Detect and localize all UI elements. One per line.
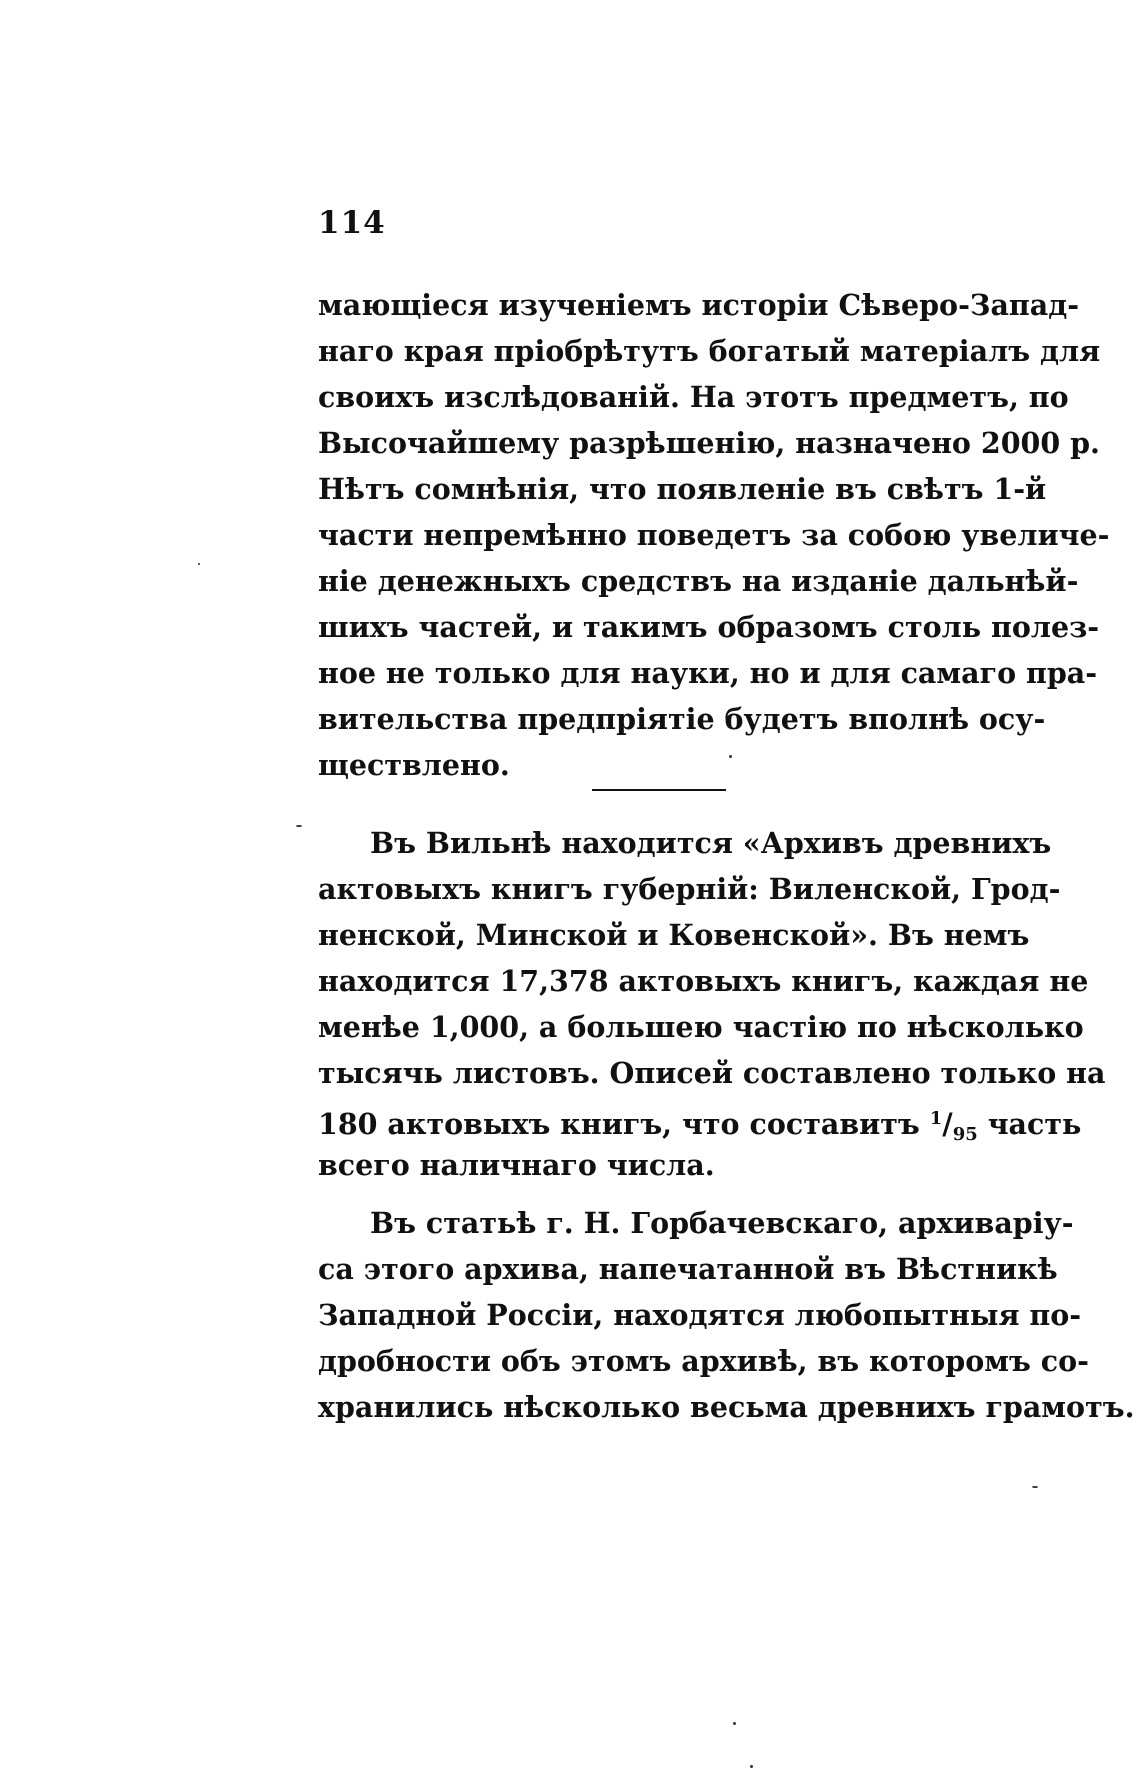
- section-separator-rule: [592, 789, 726, 791]
- fraction-line-end: часть: [987, 1107, 1082, 1141]
- fraction-line-start: 180 актовыхъ книгъ, что составитъ: [318, 1107, 920, 1141]
- paragraph-continuation: [318, 282, 1110, 788]
- scan-speck: [733, 1722, 736, 1725]
- fraction-one-ninety-fifth: [929, 1107, 978, 1145]
- scan-speck: [750, 1765, 753, 1768]
- text-line-with-fraction: [318, 1096, 1082, 1145]
- text-line: дробности объ этомъ архивѣ, въ которомъ со-: [318, 1344, 1089, 1378]
- text-line: Нѣтъ сомнѣнія, что появленіе въ свѣтъ 1-й: [318, 472, 1047, 506]
- text-line: наго края пріобрѣтутъ богатый матеріалъ для: [318, 334, 1101, 368]
- paragraph-archive: [318, 820, 1135, 1430]
- text-line: вительства предпріятіе будетъ вполнѣ осу-: [318, 702, 1046, 736]
- text-line: шихъ частей, и такимъ образомъ столь полез-: [318, 610, 1100, 644]
- text-line: мающіеся изученіемъ исторіи Сѣверо-Запад-: [318, 288, 1080, 322]
- text-line: Высочайшему разрѣшенію, назначено 2000 р.: [318, 426, 1100, 460]
- text-line: ненской, Минской и Ковенской». Въ немъ: [318, 918, 1030, 952]
- fraction-numerator: 1: [929, 1108, 943, 1129]
- scan-speck: [296, 825, 302, 827]
- text-line: своихъ изслѣдованій. На этотъ предметъ, по: [318, 380, 1069, 414]
- text-line: части непремѣнно поведетъ за собою увеличе-: [318, 518, 1110, 552]
- text-line: Западной Россіи, находятся любопытныя по-: [318, 1298, 1082, 1332]
- scan-speck: [1032, 1486, 1038, 1488]
- paragraph-gap: [318, 1188, 1000, 1200]
- scan-speck: [198, 563, 200, 565]
- page-number: 114: [318, 205, 386, 241]
- text-line: са этого архива, напечатанной въ Вѣстникѣ: [318, 1252, 1058, 1286]
- text-line: тысячь листовъ. Описей составлено только на: [318, 1056, 1106, 1090]
- text-line: Въ статьѣ г. Н. Горбачевскаго, архиваріу-: [370, 1206, 1074, 1240]
- fraction-slash: /: [942, 1107, 953, 1141]
- text-line: Въ Вильнѣ находится «Архивъ древнихъ: [370, 826, 1052, 860]
- text-line: актовыхъ книгъ губерній: Виленской, Грод-: [318, 872, 1061, 906]
- fraction-denominator: 95: [952, 1124, 978, 1145]
- text-line: ществлено.: [318, 748, 510, 782]
- text-line: хранились нѣсколько весьма древнихъ грамотъ.: [318, 1390, 1135, 1424]
- scan-speck: [729, 755, 732, 758]
- text-line: ное не только для науки, но и для самаго пра-: [318, 656, 1098, 690]
- text-line: находится 17,378 актовыхъ книгъ, каждая не: [318, 964, 1089, 998]
- text-line: всего наличнаго числа.: [318, 1148, 715, 1182]
- text-line: менѣе 1,000, а большею частію по нѣсколько: [318, 1010, 1084, 1044]
- text-line: ніе денежныхъ средствъ на изданіе дальнѣй-: [318, 564, 1079, 598]
